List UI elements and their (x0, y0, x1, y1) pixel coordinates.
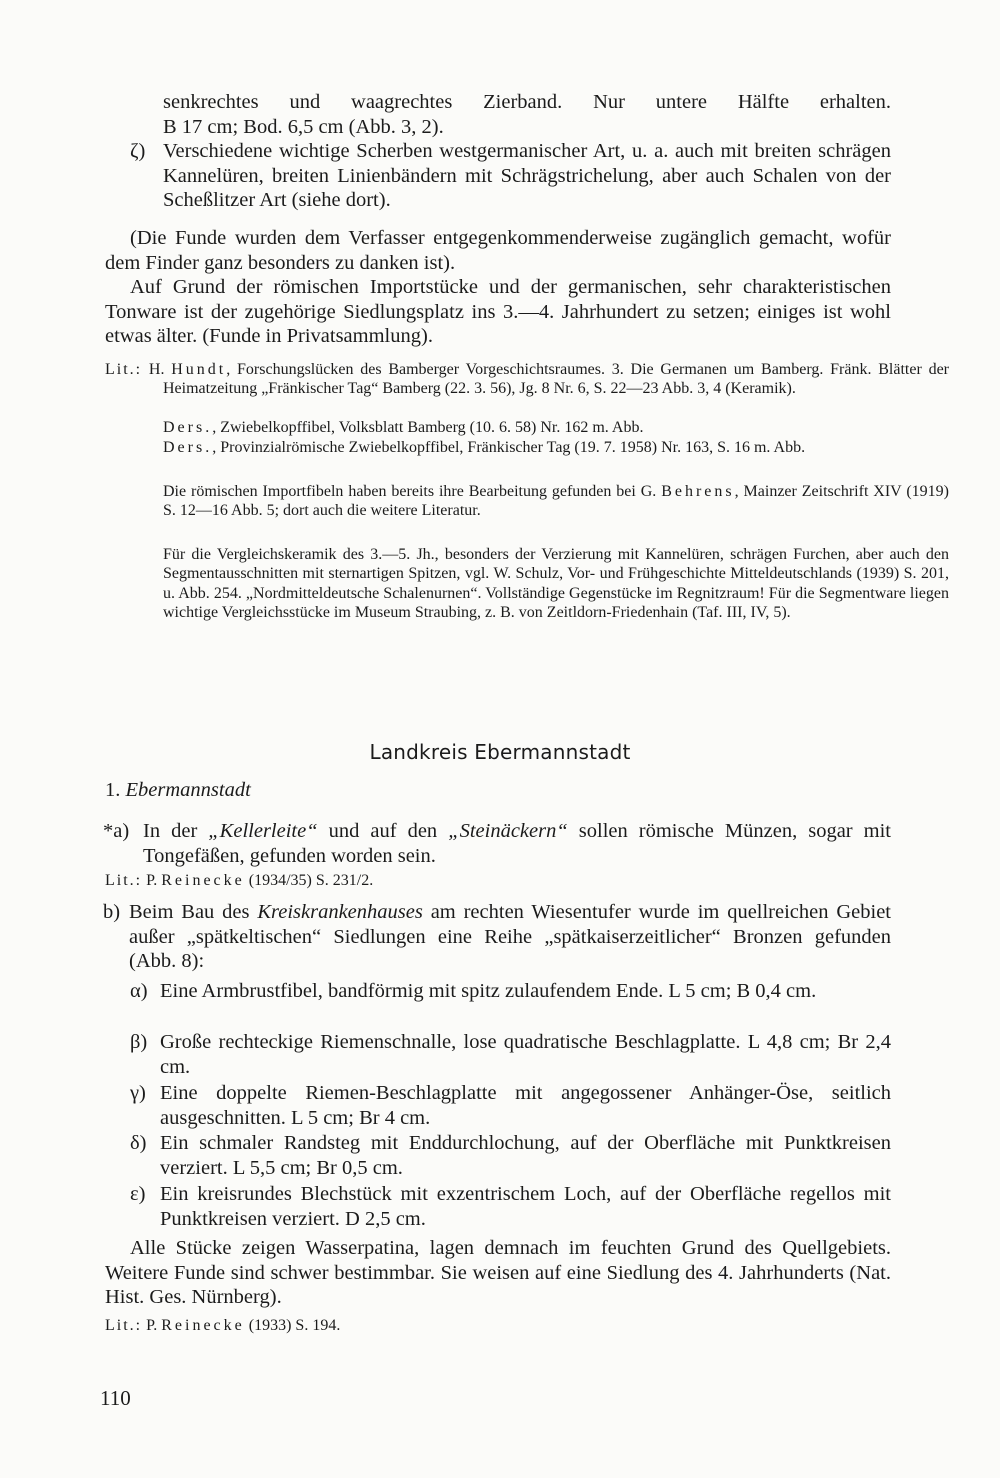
literature-entry (105, 1317, 340, 1335)
author-name: Ders. (163, 439, 213, 456)
item-label: δ) (130, 1132, 147, 1154)
item-text: Eine doppelte Riemen-Beschlagplatte mit angegossener Anhänger-Öse, seitlich ausgeschnitten. L 5 cm; Br 4 cm. (160, 1082, 891, 1129)
text-line: B 17 cm; Bod. 6,5 cm (Abb. 3, 2). (163, 115, 444, 138)
lit-text: P. (146, 1317, 162, 1334)
section-heading: Landkreis Ebermannstadt (369, 740, 631, 764)
place-name: Ebermannstadt (125, 779, 251, 801)
text-run: In der (143, 820, 209, 842)
author-name: Hundt (171, 361, 227, 378)
lit-label: Lit.: (105, 872, 143, 889)
literature-entry (105, 872, 373, 890)
literature-entry (105, 438, 949, 457)
text-run: am rechten Wiesentufer wurde im quellreichen Gebiet außer „spätkeltischen“ Siedlungen eine Reihe „spätkaiserzeitlicher“ Bronzen gefunden (Abb. 8): (129, 901, 892, 972)
item-text: Verschiedene wichtige Scherben westgermanischer Art, u. a. auch mit breiten schrägen Kannelüren, breiten Linienbändern mit Schrägstrichelung, aber auch Schalen von der Scheßlitzer Art (siehe dort). (163, 140, 891, 211)
paragraph: Auf Grund der römischen Importstücke und der germanischen, sehr charakteristischen Tonware ist der zugehörige Siedlungsplatz ins 3.—4. Jahrhundert zu setzen; einiges ist wohl etwas älter. (Funde in Privatsammlung). (105, 276, 891, 347)
place-heading (105, 778, 705, 803)
sub-item-delta (130, 1131, 891, 1180)
literature-entry: Für die Vergleichskeramik des 3.—5. Jh., besonders der Verzierung mit Kannelüren, schrägen Furchen, aber auch den Segmentausschnitten mit sternartigen Spitzen, vgl. W. Schulz, Vor- und Frühgeschichte Mitteldeutschlands (1939) S. 201, u. Abb. 254. „Nordmitteldeutsche Schalenurnen“. Vollständige Gegenstücke im Regnitzraum! Für die Segmentware liegen wichtige Vergleichsstücke im Museum Straubing, z. B. von Zeitldorn-Friedenhain (Taf. III, IV, 5). (163, 546, 949, 621)
author-name: Reinecke (161, 1317, 245, 1334)
place-term: „Kellerleite“ (208, 820, 318, 842)
lit-text: (1933) S. 194. (244, 1317, 341, 1334)
continuation-text (163, 90, 891, 139)
text-run: und auf den (317, 820, 449, 842)
item-text: Ein schmaler Randsteg mit Enddurchlochung, auf der Oberfläche mit Punktkreisen verziert. L 5,5 cm; Br 0,5 cm. (160, 1132, 891, 1179)
lit-text: H. (148, 361, 172, 378)
lit-text: , Provinzialrömische Zwiebelkopffibel, Fränkischer Tag (19. 7. 1958) Nr. 163, S. 16 m. Abb. (212, 439, 806, 456)
author-name: Ders. (163, 419, 213, 436)
lit-text: , Forschungslücken des Bamberger Vorgeschichtsraumes. 3. Die Germanen um Bamberg. Fränk. Blätter der Heimatzeitung „Fränkischer Tag“ Bamberg (22. 3. 56), Jg. 8 Nr. 6, S. 22—23 Abb. 3, 4 (Keramik). (163, 361, 950, 398)
text-line: senkrechtes und waagrechtes Zierband. Nur untere Hälfte erhalten. (163, 91, 891, 113)
sub-item-beta (130, 1030, 891, 1079)
lit-text: , Zwiebelkopffibel, Volksblatt Bamberg (10. 6. 58) Nr. 162 m. Abb. (212, 419, 644, 436)
item-text (129, 900, 891, 974)
item-label: β) (130, 1031, 148, 1053)
sub-item-gamma (130, 1081, 891, 1130)
author-name: Behrens (661, 483, 735, 500)
lit-text: Die römischen Importfibeln haben bereits ihre Bearbeitung gefunden bei G. (163, 483, 662, 500)
page-number: 110 (100, 1386, 131, 1410)
item-a (103, 819, 891, 868)
closing-paragraph: Alle Stücke zeigen Wasserpatina, lagen demnach im feuchten Grund des Quellgebiets. Weitere Funde sind schwer bestimmbar. Sie weisen auf eine Siedlung des 4. Jahrhunderts (Nat. Hist. Ges. Nürnberg). (105, 1237, 891, 1308)
item-label: *a) (103, 820, 130, 842)
literature-entry (105, 482, 949, 521)
lit-label: Lit.: (105, 1317, 143, 1334)
text-run: Beim Bau des (129, 901, 258, 923)
item-zeta (130, 139, 891, 213)
item-text: Eine Armbrustfibel, bandförmig mit spitz zulaufendem Ende. L 5 cm; B 0,4 cm. (160, 980, 817, 1002)
place-term: Kreiskrankenhauses (257, 901, 423, 923)
item-label: ζ) (130, 140, 146, 162)
lit-text: (1934/35) S. 231/2. (244, 872, 374, 889)
item-label: α) (130, 980, 148, 1002)
lit-text: , Mainzer Zeitschrift XIV (1919) S. 12—16 Abb. 5; dort auch die weitere Literatur. (163, 483, 950, 520)
item-label: γ) (130, 1082, 146, 1104)
item-label: ε) (130, 1183, 146, 1205)
item-label: b) (103, 901, 121, 923)
item-text: Ein kreisrundes Blechstück mit exzentrischem Loch, auf der Oberfläche regellos mit Punktkreisen verziert. D 2,5 cm. (160, 1183, 891, 1230)
text-run: sollen römische Münzen, sogar mit Tongefäßen, gefunden worden sein. (143, 820, 891, 867)
sub-item-alpha (130, 979, 891, 1004)
item-text (143, 819, 891, 868)
lit-text: P. (146, 872, 162, 889)
item-b (103, 900, 891, 974)
paragraph: (Die Funde wurden dem Verfasser entgegenkommenderweise zugänglich gemacht, wofür dem Finder ganz besonders zu danken ist). (105, 227, 891, 274)
item-text: Große rechteckige Riemenschnalle, lose quadratische Beschlagplatte. L 4,8 cm; Br 2,4 cm. (160, 1031, 891, 1078)
place-term: „Steinäckern“ (448, 820, 568, 842)
literature-entry (105, 360, 949, 399)
lit-label: Lit.: (105, 361, 143, 378)
author-name: Reinecke (161, 872, 245, 889)
literature-entry (105, 418, 949, 437)
sub-item-epsilon (130, 1182, 891, 1231)
place-number: 1. (105, 779, 121, 801)
